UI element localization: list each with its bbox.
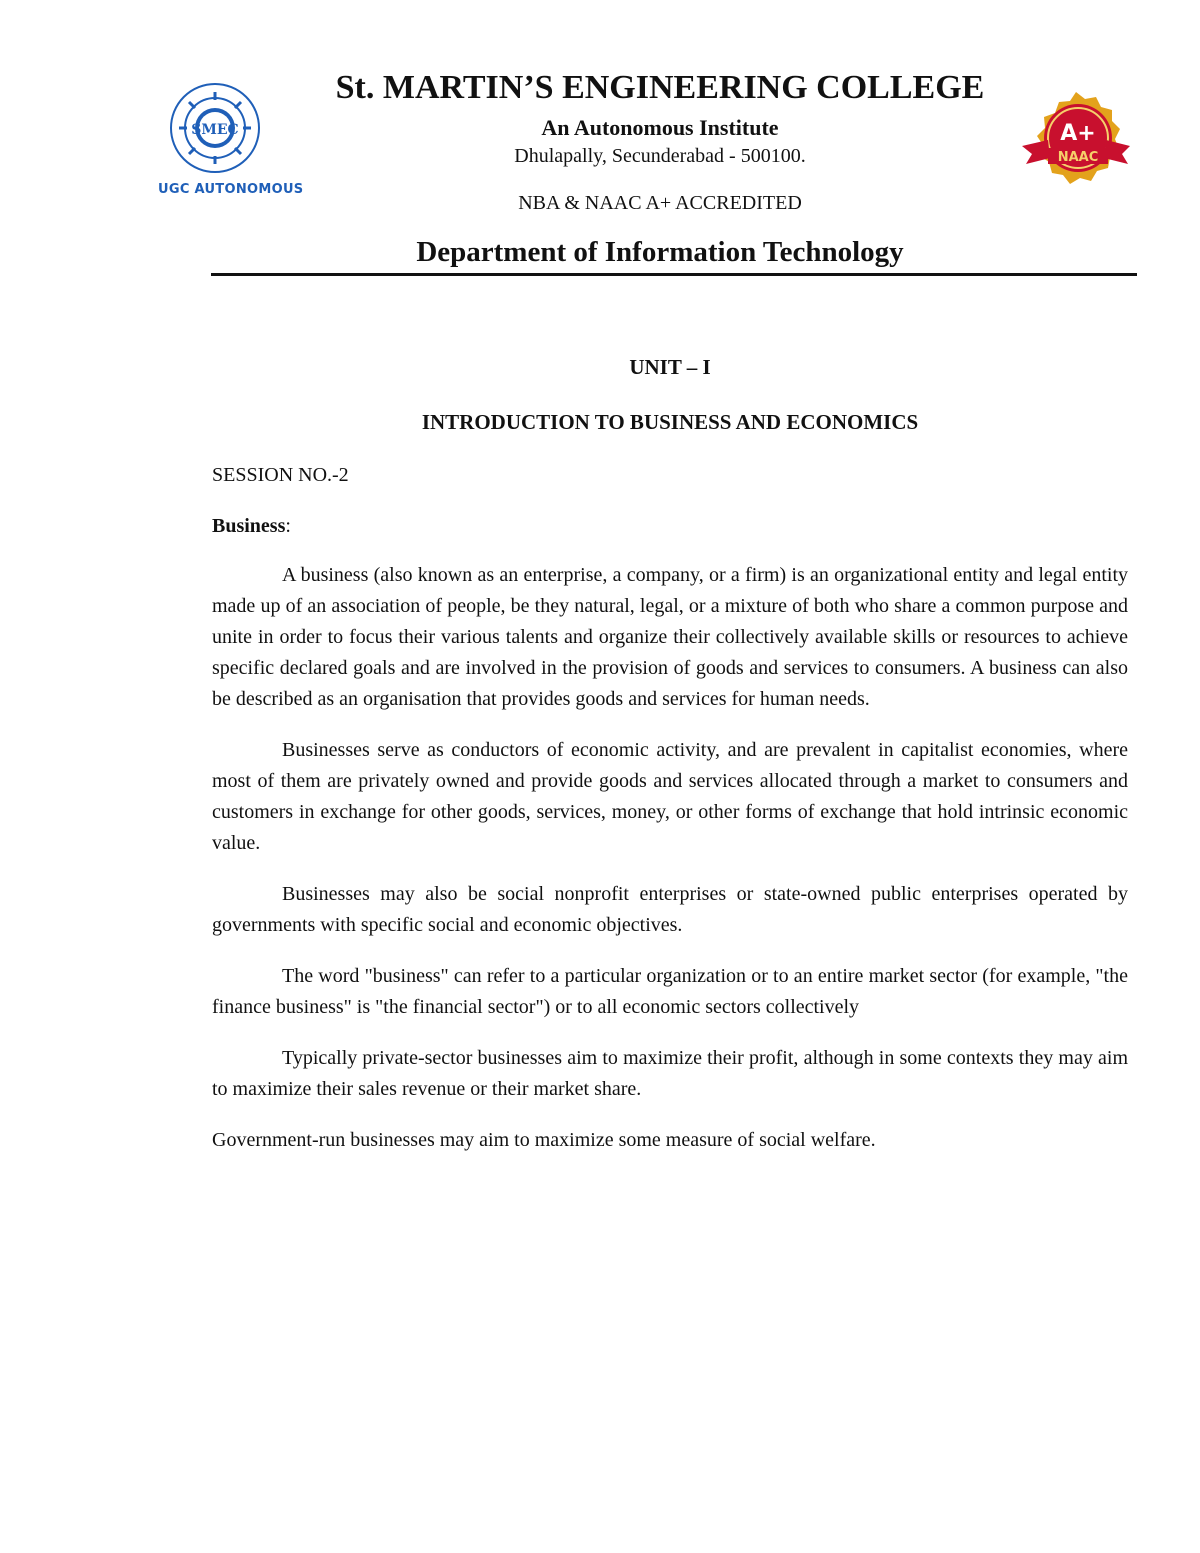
closing-paragraph: Government-run businesses may aim to maximize some measure of social welfare.: [212, 1129, 876, 1151]
business-heading-text: Business: [212, 515, 286, 537]
unit-title: INTRODUCTION TO BUSINESS AND ECONOMICS: [421, 410, 919, 434]
paragraph: Businesses may also be social nonprofit enterprises or state-owned public enterprises operated by governments with specific social and economic objectives.: [212, 883, 1128, 936]
svg-text:A+: A+: [1060, 121, 1096, 146]
paragraph: Businesses serve as conductors of economic activity, and are prevalent in capitalist economies, where most of them are privately owned and provide goods and services allocated through a market to consumers and customers in exchange for other goods, services, money, or other forms of exchange that hold intrinsic economic value.: [212, 739, 1128, 854]
business-heading: [212, 511, 1128, 542]
ugc-autonomous-label: UGC AUTONOMOUS: [158, 182, 304, 197]
paragraph: The word "business" can refer to a particular organization or to an entire market sector (for example, "the finance business" is "the financial sector") or to all economic sectors collectively: [212, 965, 1128, 1018]
document-body: [212, 352, 1128, 1156]
department-title: Department of Information Technology: [416, 236, 904, 268]
unit-heading: UNIT – I: [629, 355, 711, 379]
paragraph: A business (also known as an enterprise, a company, or a firm) is an organizational entity and legal entity made up of an association of people, be they natural, legal, or a mixture of both who share a common purpose and unite in order to focus their various talents and organize their collectively available skills or resources to achieve specific declared goals and are involved in the provision of goods and services to consumers. A business can also be described as an organisation that provides goods and services for human needs.: [212, 564, 1128, 710]
header-divider: [211, 273, 1137, 276]
naac-a-plus-badge-icon: [1018, 88, 1134, 198]
autonomous-subtitle: An Autonomous Institute: [541, 115, 779, 140]
svg-text:SMEC: SMEC: [191, 122, 239, 138]
college-address: Dhulapally, Secunderabad - 500100.: [514, 145, 806, 167]
naac-badge: [1018, 88, 1134, 198]
business-heading-colon: :: [285, 515, 291, 537]
session-label: SESSION NO.-2: [212, 464, 349, 486]
college-name: St. MARTIN’S ENGINEERING COLLEGE: [335, 69, 985, 106]
accreditation-line: NBA & NAAC A+ ACCREDITED: [518, 192, 802, 214]
svg-text:NAAC: NAAC: [1057, 150, 1099, 165]
paragraph: Typically private-sector businesses aim to maximize their profit, although in some contexts they may aim to maximize their sales revenue or their market share.: [212, 1047, 1128, 1100]
